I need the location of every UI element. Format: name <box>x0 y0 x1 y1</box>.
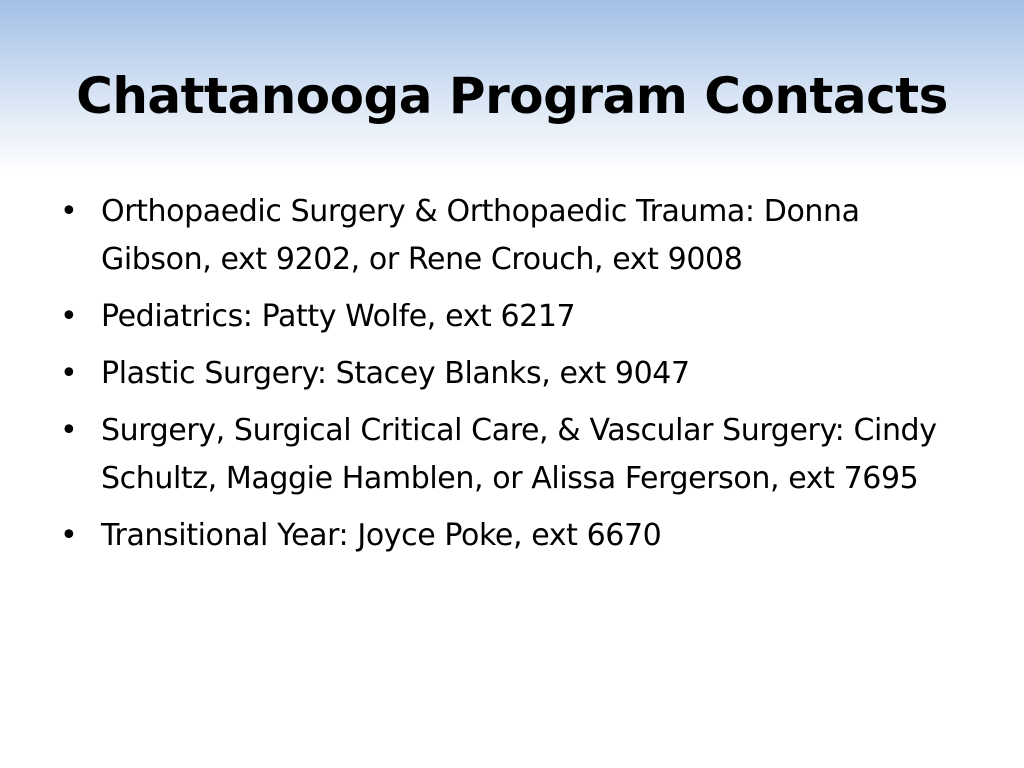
contact-list <box>60 188 960 569</box>
list-item-text: Orthopaedic Surgery & Orthopaedic Trauma: Donna Gibson, ext 9202, or Rene Crouch, ext 9008 <box>101 194 860 277</box>
bullet-icon: • <box>60 299 78 334</box>
list-item-text: Transitional Year: Joyce Poke, ext 6670 <box>101 518 662 553</box>
list-item-text: Surgery, Surgical Critical Care, & Vascular Surgery: Cindy Schultz, Maggie Hamblen, or Alissa Fergerson, ext 7695 <box>101 413 937 496</box>
bullet-icon: • <box>60 518 78 553</box>
list-item-transitional-year <box>60 512 960 560</box>
bullet-icon: • <box>60 356 78 391</box>
list-item-orthopaedic <box>60 188 960 284</box>
bullet-icon: • <box>60 194 78 229</box>
list-item-text: Pediatrics: Patty Wolfe, ext 6217 <box>101 299 576 334</box>
list-item-surgery <box>60 407 960 503</box>
list-item-pediatrics <box>60 293 960 341</box>
slide-title: Chattanooga Program Contacts <box>76 67 948 125</box>
bullet-icon: • <box>60 413 78 448</box>
list-item-text: Plastic Surgery: Stacey Blanks, ext 9047 <box>101 356 690 391</box>
list-item-plastic-surgery <box>60 350 960 398</box>
